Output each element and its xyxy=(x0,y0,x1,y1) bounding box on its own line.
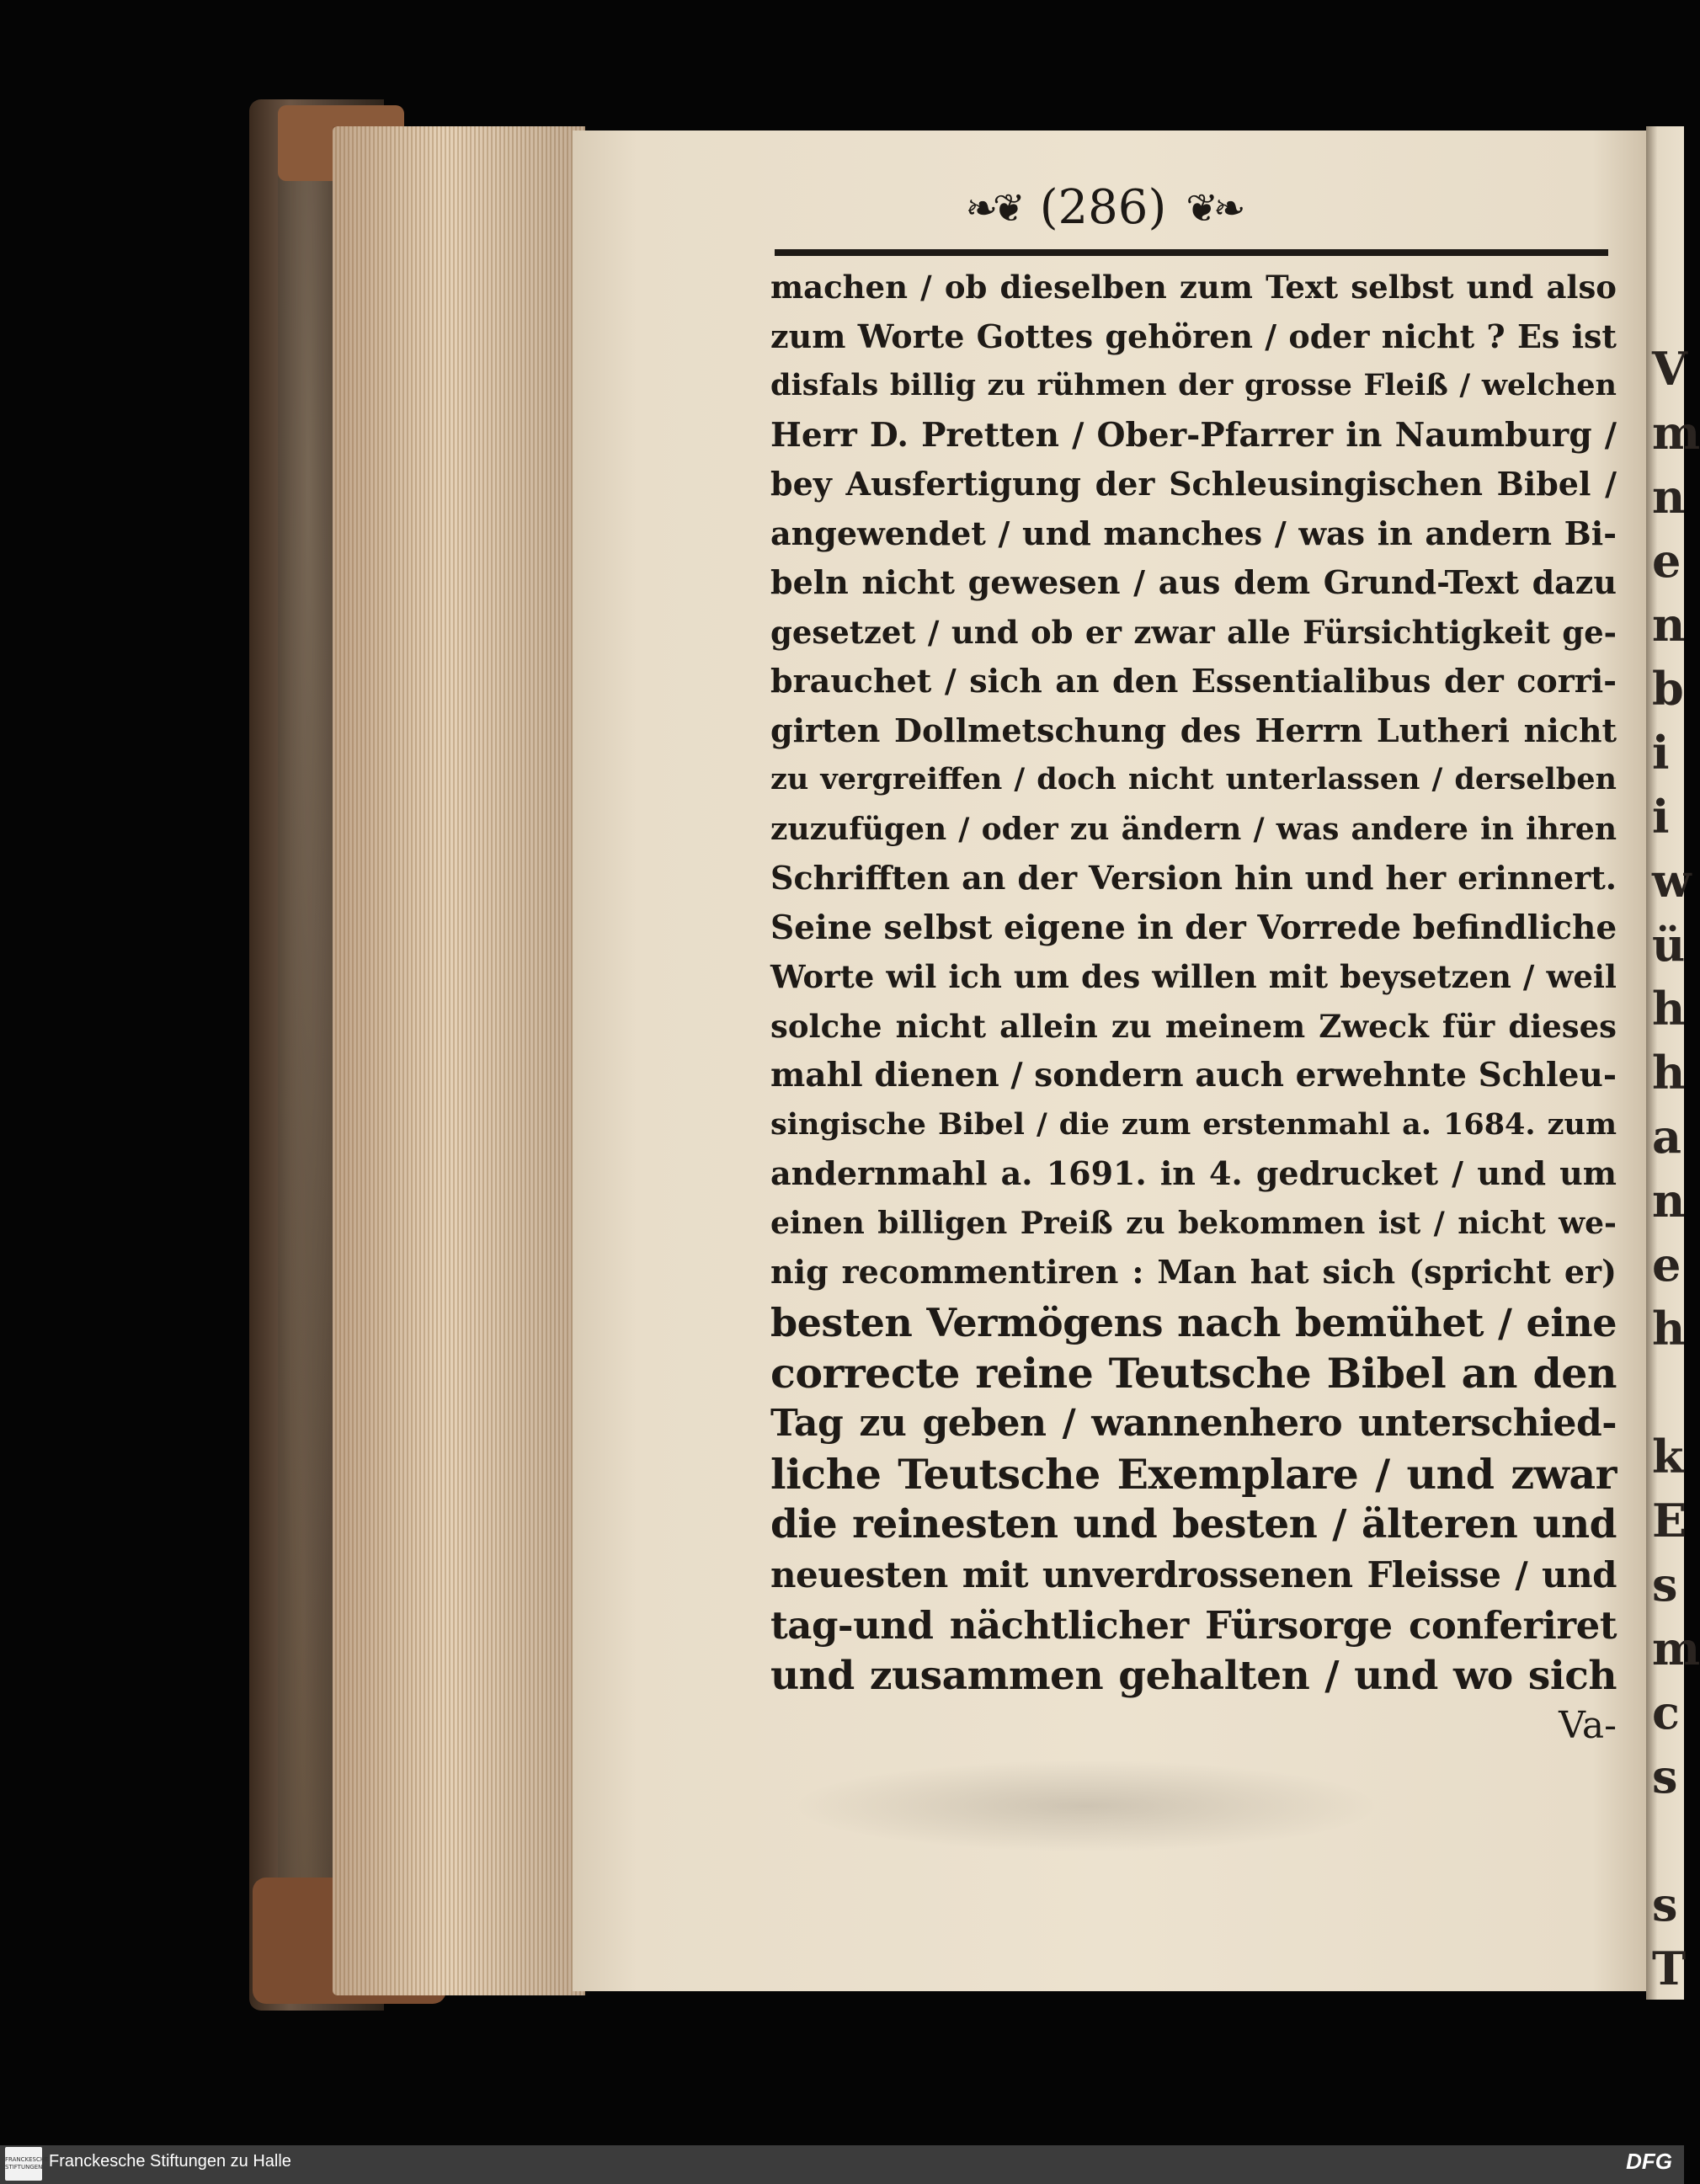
text-line: beln nicht gewesen / aus dem Grund-Text dazu xyxy=(770,563,1617,601)
text-line: nig recommentiren : Man hat sich (spricht er) xyxy=(770,1253,1617,1291)
text-line: Herr D. Pretten / Ober-Pfarrer in Naumburg / xyxy=(770,415,1617,455)
text-line: gesetzet / und ob er zwar alle Fürsichtigkeit ge- xyxy=(770,613,1617,651)
quote-line: Tag zu geben / wannenhero unterschied- xyxy=(770,1401,1617,1445)
text-line: zum Worte Gottes gehören / oder nicht ? Es ist xyxy=(770,317,1617,355)
text-line: singische Bibel / die zum erstenmahl a. 1684. zum xyxy=(770,1106,1617,1142)
text-line: machen / ob dieselben zum Text selbst und also xyxy=(770,269,1617,306)
institution-name: Franckesche Stiftungen zu Halle xyxy=(49,2152,291,2171)
text-line: Worte wil ich um des willen mit beysetzen / weil xyxy=(770,958,1617,995)
text-line: zu vergreiffen / doch nicht unterlassen / derselben xyxy=(770,762,1617,796)
text-line: disfals billig zu rühmen der grosse Fleiß / welchen xyxy=(770,368,1617,402)
quote-line: correcte reine Teutsche Bibel an den xyxy=(770,1348,1617,1398)
page-number: (286) xyxy=(1039,180,1167,235)
institution-logo: FRANCKESCHE STIFTUNGEN xyxy=(5,2147,42,2181)
quote-line: die reinesten und besten / älteren und xyxy=(770,1500,1617,1547)
quote-line: besten Vermögens nach bemühet / eine xyxy=(770,1299,1617,1345)
ornament-left-icon: ❧❦ xyxy=(965,184,1021,231)
catchword: Va- xyxy=(1559,1703,1617,1747)
text-line: Schrifften an der Version hin und her erinnert. xyxy=(770,859,1617,897)
text-line: andernmahl a. 1691. in 4. gedrucket / und um xyxy=(770,1154,1617,1192)
body-text xyxy=(770,263,1617,1750)
text-line: angewendet / und manches / was in andern Bi- xyxy=(770,514,1617,552)
quote-line: und zusammen gehalten / und wo sich xyxy=(770,1652,1617,1699)
quote-line: tag-und nächtlicher Fürsorge conferiret xyxy=(770,1602,1617,1648)
text-line: brauchet / sich an den Essentialibus der corri- xyxy=(770,662,1617,700)
quote-line: neuesten mit unverdrossenen Fleisse / und xyxy=(770,1553,1617,1595)
text-line: Seine selbst eigene in der Vorrede befindliche xyxy=(770,908,1617,947)
page-block-shade xyxy=(333,126,585,1995)
ornament-right-icon: ❦❧ xyxy=(1186,184,1241,231)
text-line: girten Dollmetschung des Herrn Lutheri nicht xyxy=(770,711,1617,749)
page-header xyxy=(766,180,1440,248)
text-line: solche nicht allein zu meinem Zweck für dieses xyxy=(770,1007,1617,1045)
text-line: einen billigen Preiß zu bekommen ist / nicht we- xyxy=(770,1205,1617,1241)
quote-line: liche Teutsche Exemplare / und zwar xyxy=(770,1449,1617,1499)
show-through-shadow xyxy=(791,1760,1381,1852)
text-line: mahl dienen / sondern auch erwehnte Schleu- xyxy=(770,1056,1617,1095)
text-line: zuzufügen / oder zu ändern / was andere in ihren xyxy=(770,811,1617,847)
funder-logo: DFG xyxy=(1626,2149,1672,2174)
text-line: bey Ausfertigung der Schleusingischen Bibel / xyxy=(770,465,1617,503)
facing-page-letters: V m n e n b i i w ü h h a n e h k E s m c s s T xyxy=(1652,342,1700,1995)
header-rule xyxy=(775,249,1608,256)
